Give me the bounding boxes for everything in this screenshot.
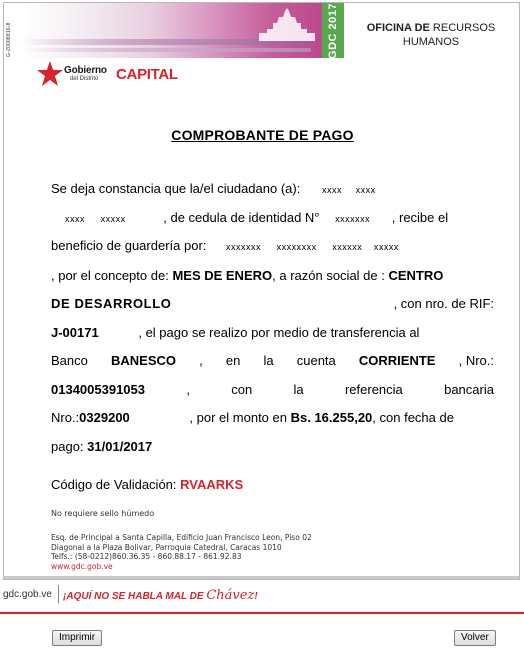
header-banner: [21, 3, 344, 58]
receipt-line-5: [51, 294, 494, 314]
child-name-part: xxxxx: [373, 242, 399, 252]
gdc-2017-badge: [322, 3, 344, 58]
line-text: la: [263, 353, 274, 368]
line-text: beneficio de guardería por:: [51, 238, 207, 253]
footer-slogan: [63, 588, 258, 603]
receipt-line-10: [51, 437, 494, 457]
line-text: en: [225, 353, 241, 368]
line-text: ,: [199, 353, 203, 368]
validation-code: RVAARKS: [180, 477, 244, 492]
rif-vertical-text: G-20008816-8: [6, 22, 12, 57]
receipt-line-1: [51, 179, 494, 199]
account-type: CORRIENTE: [358, 353, 436, 368]
slogan-text: ¡AQUÍ NO SE HABLA MAL DE: [63, 591, 204, 602]
line-text: la: [293, 382, 304, 397]
line-text: pago:: [51, 439, 84, 454]
concept-month: MES DE ENERO: [172, 268, 273, 283]
citizen-id: xxxxxxx: [335, 214, 371, 224]
child-name-part: xxxxxxxx: [276, 242, 317, 252]
banner-stripe: [21, 48, 311, 52]
line-text: cuenta: [296, 353, 336, 368]
website-link[interactable]: www.gdc.gob.ve: [51, 561, 113, 571]
logo-gobierno: Gobierno: [64, 65, 107, 76]
print-button[interactable]: Imprimir: [52, 630, 102, 646]
slogan-end: !: [254, 591, 258, 602]
line-text: , con nro. de RIF:: [393, 296, 494, 311]
line-text: , por el monto en: [189, 410, 287, 425]
payment-amount: Bs. 16.255,20: [290, 410, 373, 425]
capitol-skyline-icon: [257, 7, 317, 41]
footer-separator: [58, 585, 59, 603]
child-name-part: xxxxxxx: [226, 242, 262, 252]
citizen-name-part: xxxx: [355, 185, 376, 195]
citizen-name-part: xxxxx: [100, 214, 126, 224]
payment-date: 31/01/2017: [87, 439, 153, 454]
line-text: Banco: [51, 353, 88, 368]
validation-label: Código de Validación:: [51, 477, 177, 492]
line-text: referencia: [344, 382, 403, 397]
address-line: Esq. de Principal a Santa Capilla, Edificio Juan Francisco Leon, Piso 02: [51, 533, 312, 542]
receipt-line-7: [51, 351, 494, 371]
receipt-line-2: [51, 208, 494, 228]
footer-bar: [4, 576, 520, 580]
company-name-part: DE DESARROLLO: [51, 296, 172, 311]
gdc-badge-text: GDC 2017: [327, 3, 339, 58]
company-rif: J-00171: [51, 325, 99, 340]
stamp-note: No requiere sello húmedo: [51, 509, 155, 518]
child-name-part: xxxxxx: [332, 242, 363, 252]
back-button[interactable]: Volver: [454, 630, 496, 646]
receipt-line-8: [51, 380, 494, 400]
line-text: ,: [186, 382, 190, 397]
receipt-line-9: [51, 408, 494, 428]
bank-name: BANESCO: [111, 353, 177, 368]
slogan-signature: Chávez: [206, 588, 255, 603]
document-title: COMPROBANTE DE PAGO: [171, 127, 354, 143]
line-text: bancaria: [444, 382, 494, 397]
address-phones: Telfs.: (58-0212)860.36.35 - 860.88.17 - 861.92.83: [51, 552, 242, 561]
validation-line: [51, 475, 494, 495]
account-number: 0134005391053: [51, 382, 145, 397]
line-text: , Nro.:: [458, 353, 494, 368]
line-text: , recibe el: [391, 210, 449, 225]
line-text: , el pago se realizo por medio de transferencia al: [138, 325, 420, 340]
footer-site: gdc.gob.ve: [3, 589, 52, 600]
red-star-icon: [36, 60, 64, 88]
payment-receipt-document: [3, 2, 520, 580]
office-address: [51, 533, 312, 571]
line-text: , a razón social de :: [272, 268, 385, 283]
office-title: [356, 21, 506, 49]
line-text: , con fecha de: [372, 410, 454, 425]
line-text: Se deja constancia que la/el ciudadano (a):: [51, 181, 301, 196]
office-title-rest: RECURSOS: [429, 22, 496, 34]
receipt-line-3: [51, 236, 494, 256]
line-text: , por el concepto de:: [51, 268, 169, 283]
office-title-bold: OFICINA DE: [366, 22, 430, 34]
receipt-line-6: [51, 323, 494, 343]
line-text: con: [231, 382, 253, 397]
logo-distrito: del Distrito: [70, 76, 99, 82]
company-name-part: CENTRO: [388, 268, 444, 283]
line-text: , de cedula de identidad N°: [163, 210, 320, 225]
citizen-name-part: xxxx: [65, 214, 85, 224]
office-title-line2: HUMANOS: [402, 36, 460, 48]
line-text: Nro.:: [51, 410, 80, 425]
receipt-line-4: [51, 266, 494, 286]
bank-reference: 0329200: [79, 410, 130, 425]
red-divider: [0, 612, 524, 614]
logo-capital: CAPITAL: [116, 66, 178, 83]
citizen-name-part: xxxx: [321, 185, 342, 195]
address-line: Diagonal a la Plaza Bolivar, Parroquia Catedral, Caracas 1010: [51, 542, 282, 552]
gobierno-distrito-capital-logo: [36, 60, 186, 88]
